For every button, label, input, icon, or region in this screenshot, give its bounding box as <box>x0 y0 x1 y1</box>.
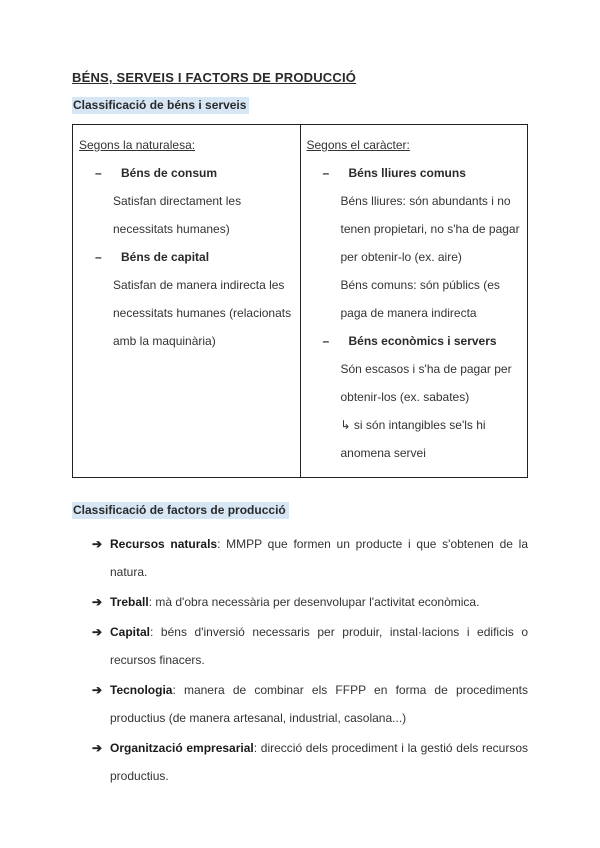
list-item <box>95 243 294 271</box>
factor-text: : manera de combinar els FFPP en forma de procediments productius (de manera artesanal, industrial, casolana...) <box>110 683 528 725</box>
classification-table <box>72 124 528 478</box>
column-header-nature: Segons la naturalesa: <box>79 138 196 152</box>
factor-term: Organització empresarial <box>110 741 254 755</box>
item-note: ↳ si són intangibles se'ls hi anomena servei <box>340 418 486 460</box>
item-description: Béns comuns: són públics (es paga de manera indirecta <box>340 278 500 320</box>
list-item <box>92 530 528 586</box>
factor-term: Tecnologia <box>110 683 173 697</box>
section-heading-factors: Classificació de factors de producció <box>72 502 289 519</box>
item-description: Satisfan directament les necessitats humanes) <box>113 194 242 236</box>
list-item <box>323 159 522 187</box>
arrow-icon: ➔ <box>92 625 103 639</box>
item-description: Satisfan de manera indirecta les necessitats humanes (relacionats amb la maquinària) <box>113 278 292 348</box>
factor-text: : béns d'inversió necessaris per produir, instal·lacions i edificis o recursos finacers. <box>110 625 528 667</box>
item-term: Béns de consum <box>121 166 218 180</box>
factor-term: Capital <box>110 625 151 639</box>
arrow-icon: ➔ <box>92 595 103 609</box>
factor-text: : MMPP que formen un producte i que s'obtenen de la natura. <box>110 537 528 579</box>
section-heading-goods: Classificació de béns i serveis <box>72 97 249 114</box>
factor-term: Recursos naturals <box>110 537 218 551</box>
list-item <box>92 734 528 790</box>
item-term: Béns lliures comuns <box>348 166 466 180</box>
dash-bullet: – <box>95 166 102 180</box>
table-cell-character <box>300 125 528 478</box>
item-description: Són escasos i s'ha de pagar per obtenir-los (ex. sabates) <box>340 362 512 404</box>
item-term: Béns de capital <box>121 250 210 264</box>
arrow-icon: ➔ <box>92 537 103 551</box>
item-term: Béns econòmics i servers <box>348 334 497 348</box>
list-item <box>323 327 522 355</box>
arrow-icon: ➔ <box>92 683 103 697</box>
list-item <box>92 676 528 732</box>
factor-text: : direcció dels procediment i la gestió dels recursos productius. <box>110 741 529 783</box>
arrow-icon: ➔ <box>92 741 103 755</box>
dash-bullet: – <box>322 166 330 180</box>
item-description: Béns lliures: són abundants i no tenen propietari, no s'ha de pagar per obtenir-lo (ex. aire) <box>340 194 520 264</box>
factor-text: : mà d'obra necessària per desenvolupar l'activitat econòmica. <box>148 595 480 609</box>
list-item <box>92 588 528 616</box>
dash-bullet: – <box>322 334 330 348</box>
factors-list <box>92 530 528 792</box>
list-item <box>95 159 294 187</box>
list-item <box>92 618 528 674</box>
dash-bullet: – <box>95 250 102 264</box>
table-cell-nature <box>73 125 301 478</box>
page-title: BÉNS, SERVEIS I FACTORS DE PRODUCCIÓ <box>72 70 357 85</box>
column-header-character: Segons el caràcter: <box>306 138 410 152</box>
factor-term: Treball <box>110 595 149 609</box>
